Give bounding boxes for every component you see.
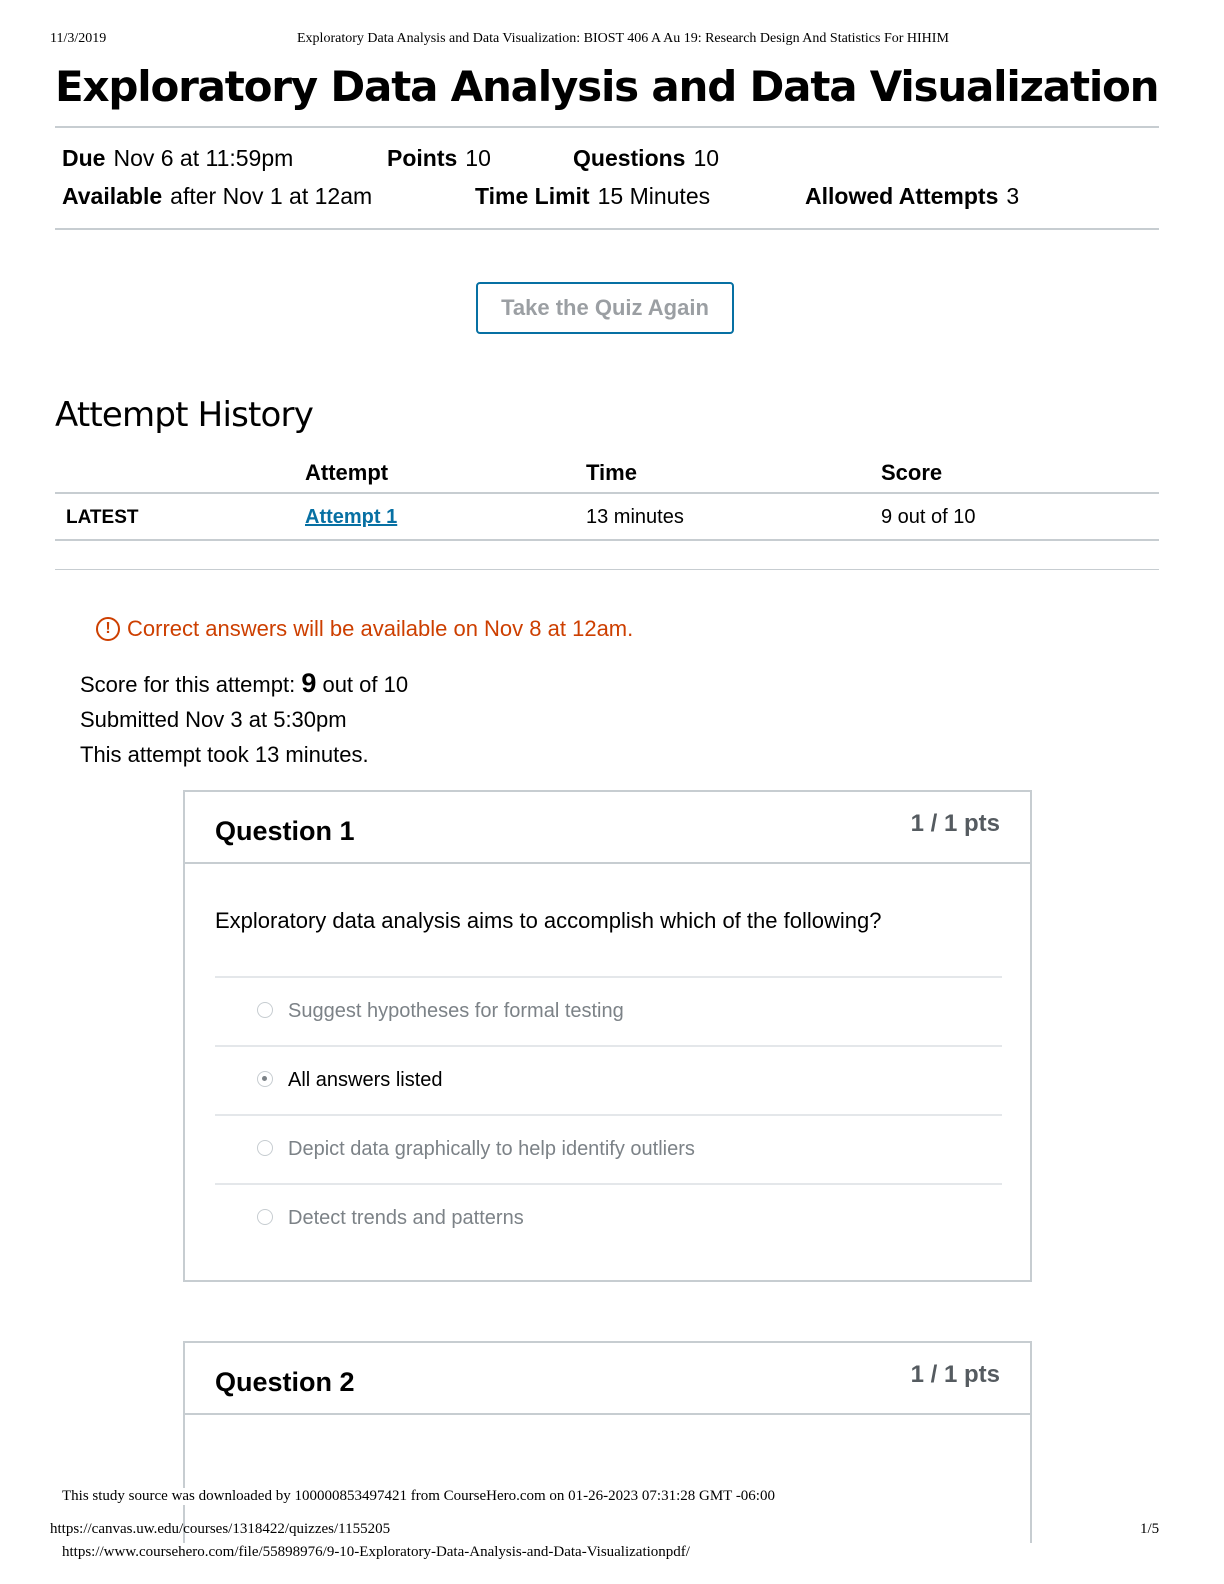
answer-label: Depict data graphically to help identify outliers <box>288 1138 695 1160</box>
answer-label: All answers listed <box>288 1069 443 1091</box>
submitted-time: Submitted Nov 3 at 5:30pm <box>80 707 347 732</box>
notice-text: Correct answers will be available on Nov 8 at 12am. <box>127 616 634 641</box>
question-points: 1 / 1 pts <box>910 1361 1000 1388</box>
question-title: Question 2 <box>215 1367 355 1397</box>
radio-button-selected[interactable] <box>257 1071 273 1087</box>
question-header <box>185 792 1030 864</box>
table-row-divider <box>55 539 1159 541</box>
column-header-attempt: Attempt <box>305 460 389 485</box>
question-card-1 <box>183 790 1032 1282</box>
answer-option[interactable] <box>215 976 1002 1046</box>
allowed-attempts <box>805 183 1019 210</box>
question-count <box>573 145 719 172</box>
download-source-note: This study source was downloaded by 100000853497421 from CourseHero.com on 01-26-2023 07:31:28 GMT -06:00 <box>62 1488 775 1504</box>
print-page-title: Exploratory Data Analysis and Data Visualization: BIOST 406 A Au 19: Research Design And Statistics For HIHIM <box>297 31 949 46</box>
page-title: Exploratory Data Analysis and Data Visualization <box>55 62 1159 111</box>
score-suffix: out of 10 <box>316 672 409 697</box>
coursehero-url: https://www.coursehero.com/file/55898976/9-10-Exploratory-Data-Analysis-and-Data-Visualizationpdf/ <box>62 1544 690 1560</box>
table-header-divider <box>55 492 1159 494</box>
question-title: Question 1 <box>215 816 355 846</box>
page-url: https://canvas.uw.edu/courses/1318422/quizzes/1155205 <box>50 1521 391 1537</box>
attempts-value: 3 <box>1006 183 1020 209</box>
page-number: 1/5 <box>1140 1521 1160 1537</box>
points <box>387 145 491 172</box>
questions-label: Questions <box>573 145 686 171</box>
column-header-time: Time <box>586 460 637 485</box>
time-limit-label: Time Limit <box>475 183 590 209</box>
available-value: after Nov 1 at 12am <box>170 183 373 209</box>
column-header-score: Score <box>881 460 943 485</box>
score-value: 9 <box>301 668 317 698</box>
attempt-history-title: Attempt History <box>55 395 314 435</box>
question-header <box>185 1343 1030 1415</box>
answer-label: Detect trends and patterns <box>288 1207 524 1229</box>
points-label: Points <box>387 145 458 171</box>
answer-option[interactable] <box>215 1114 1002 1184</box>
points-value: 10 <box>465 145 491 171</box>
attempt-score: 9 out of 10 <box>881 506 976 528</box>
question-points: 1 / 1 pts <box>910 810 1000 837</box>
take-quiz-again-button[interactable]: Take the Quiz Again <box>476 282 734 334</box>
available-label: Available <box>62 183 163 209</box>
attempt-score-summary <box>80 668 408 699</box>
answer-label: Suggest hypotheses for formal testing <box>288 1000 624 1022</box>
divider <box>55 228 1159 230</box>
time-limit <box>475 183 710 210</box>
attempt-time: 13 minutes <box>586 506 684 528</box>
attempts-label: Allowed Attempts <box>805 183 999 209</box>
due-date <box>62 145 293 172</box>
attempt-1-link[interactable]: Attempt 1 <box>305 506 398 528</box>
divider <box>55 126 1159 128</box>
question-card-2 <box>183 1341 1032 1543</box>
print-date: 11/3/2019 <box>50 31 107 46</box>
latest-badge: LATEST <box>66 507 139 528</box>
divider <box>55 569 1159 570</box>
radio-button[interactable] <box>257 1209 273 1225</box>
due-label: Due <box>62 145 106 171</box>
attempt-duration: This attempt took 13 minutes. <box>80 742 369 767</box>
warning-icon: ! <box>96 617 120 641</box>
radio-button[interactable] <box>257 1002 273 1018</box>
time-limit-value: 15 Minutes <box>597 183 711 209</box>
answer-option-selected[interactable] <box>215 1045 1002 1115</box>
score-prefix: Score for this attempt: <box>80 672 302 697</box>
questions-value: 10 <box>693 145 720 171</box>
question-text: Exploratory data analysis aims to accomplish which of the following? <box>215 908 882 933</box>
due-value: Nov 6 at 11:59pm <box>113 145 294 171</box>
answer-option[interactable] <box>215 1183 1002 1253</box>
radio-button[interactable] <box>257 1140 273 1156</box>
correct-answers-notice <box>96 616 633 642</box>
availability <box>62 183 372 210</box>
